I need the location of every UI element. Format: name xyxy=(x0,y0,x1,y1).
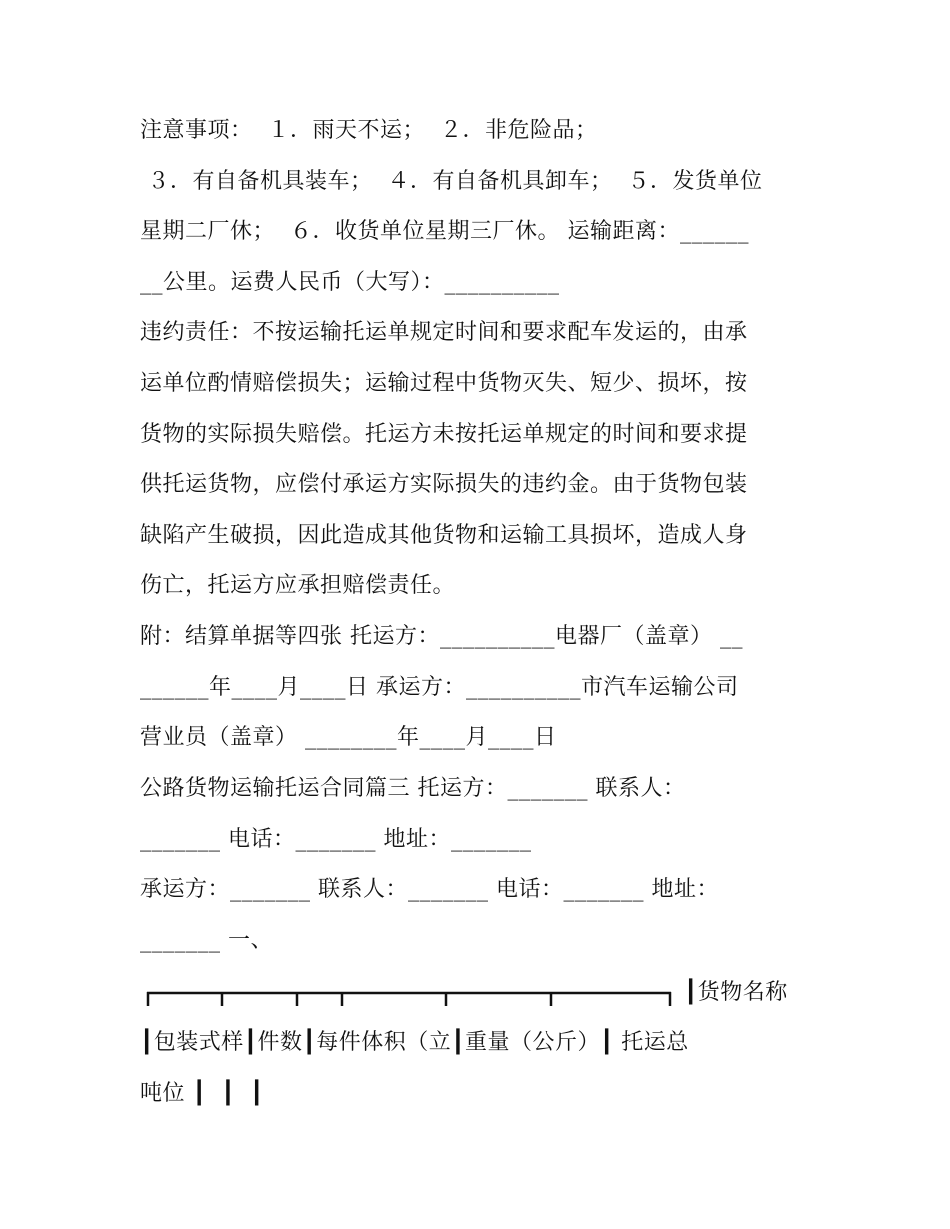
notice-line: ３．有自备机具装车； ４．有自备机具卸车； ５．发货单位 xyxy=(140,169,763,194)
liability-line: 货物的实际损失赔偿。托运方未按托运单规定的时间和要求提 xyxy=(140,422,748,447)
notice-line: 注意事项： １．雨天不运； ２．非危险品； xyxy=(140,118,598,143)
carrier-contact-line: 承运方：_______ 联系人：_______ 电话：_______ 地址： xyxy=(140,877,719,902)
table-header-cell: ┃货物名称 xyxy=(684,980,788,1005)
liability-line: 供托运货物，应偿付承运方实际损失的违约金。由于货物包装 xyxy=(140,472,748,497)
table-header-row: ┃包装式样┃件数┃每件体积（立┃重量（公斤）┃ 托运总 xyxy=(140,1030,689,1055)
attachment-line: 附：结算单据等四张 托运方：__________电器厂（盖章） __ xyxy=(140,624,743,649)
table-header-row: 吨位 ┃ ┃ ┃ xyxy=(140,1081,264,1106)
signature-line: 营业员（盖章） ________年____月____日 xyxy=(140,725,557,750)
liability-line: 伤亡，托运方应承担赔偿责任。 xyxy=(140,573,456,598)
signature-line: ______年____月____日 承运方：__________市汽车运输公司 xyxy=(140,675,739,700)
table-top-rule xyxy=(146,990,672,1006)
liability-line: 缺陷产生破损，因此造成其他货物和运输工具损坏，造成人身 xyxy=(140,523,748,548)
notice-line: 星期二厂休； ６．收货单位星期三厂休。 运输距离：______ xyxy=(140,219,749,244)
section-one-line: _______ 一、 xyxy=(140,928,273,953)
table-border-graphic xyxy=(146,990,672,1006)
fee-line: __公里。运费人民币（大写）：__________ xyxy=(140,270,560,295)
contract-heading-line: 公路货物运输托运合同篇三 托运方：_______ 联系人： xyxy=(140,776,686,801)
liability-line: 违约责任：不按运输托运单规定时间和要求配车发运的，由承 xyxy=(140,320,748,345)
shipper-contact-line: _______ 电话：_______ 地址：_______ xyxy=(140,827,532,852)
liability-line: 运单位酌情赔偿损失；运输过程中货物灭失、短少、损坏，按 xyxy=(140,371,748,396)
